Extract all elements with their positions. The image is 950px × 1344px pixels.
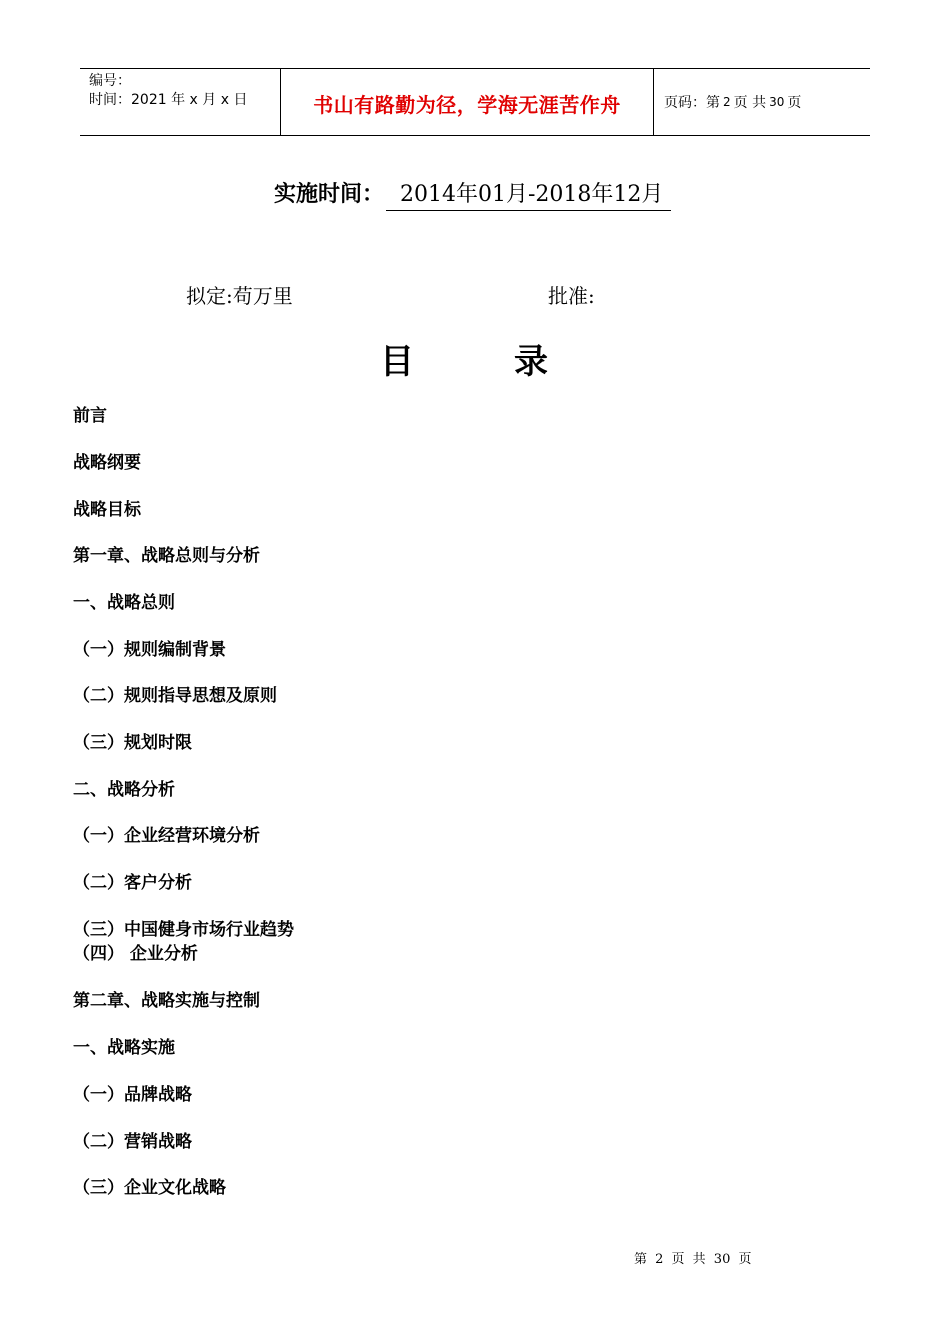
toc-item: （一）品牌战略 xyxy=(73,1085,192,1105)
header-meta-cell xyxy=(80,69,281,135)
page-label-mid: 页 共 xyxy=(733,95,767,111)
toc-item: （三）中国健身市场行业趋势 xyxy=(73,920,294,940)
implementation-value: 2014年01月-2018年12月 xyxy=(386,177,671,211)
toc-item: （二）客户分析 xyxy=(73,873,192,893)
toc-item: 战略纲要 xyxy=(73,453,141,473)
toc-item: （四） 企业分析 xyxy=(73,944,198,964)
drafted-by: 拟定:苟万里 xyxy=(186,284,293,308)
header-motto: 书山有路勤为径，学海无涯苦作舟 xyxy=(313,92,621,117)
toc-item: （二）规则指导思想及原则 xyxy=(73,686,277,706)
page-total: 30 xyxy=(769,95,785,109)
toc-item: 第一章、战略总则与分析 xyxy=(73,546,260,566)
page-label-pre: 页码：第 xyxy=(664,95,720,111)
toc-item: （三）规划时限 xyxy=(73,733,192,753)
toc-item: （二）营销战略 xyxy=(73,1132,192,1152)
toc-item: 一、战略实施 xyxy=(73,1038,175,1058)
toc-title: 目录 xyxy=(380,342,648,382)
toc-item: （一）规则编制背景 xyxy=(73,640,226,660)
header-table xyxy=(80,68,870,136)
document-number-label: 编号： xyxy=(89,73,131,89)
implementation-label: 实施时间： xyxy=(274,182,385,207)
implementation-period xyxy=(274,177,671,211)
approved-by: 批准: xyxy=(548,284,595,308)
page-label-post: 页 xyxy=(787,95,802,111)
toc-item: 二、战略分析 xyxy=(73,780,175,800)
toc-item: （三）企业文化战略 xyxy=(73,1178,226,1198)
toc-item: 一、战略总则 xyxy=(73,593,175,613)
toc-item: 战略目标 xyxy=(73,500,141,520)
toc-item: 第二章、战略实施与控制 xyxy=(73,991,260,1011)
toc-item: （一）企业经营环境分析 xyxy=(73,826,260,846)
header-page-cell xyxy=(654,69,870,135)
header-motto-cell xyxy=(281,69,654,135)
toc-item: 前言 xyxy=(73,406,107,426)
document-time-label: 时间：2021 年 x 月 x 日 xyxy=(89,92,248,108)
page-current: 2 xyxy=(723,95,731,109)
page-footer: 第 2 页 共 30 页 xyxy=(634,1252,752,1267)
